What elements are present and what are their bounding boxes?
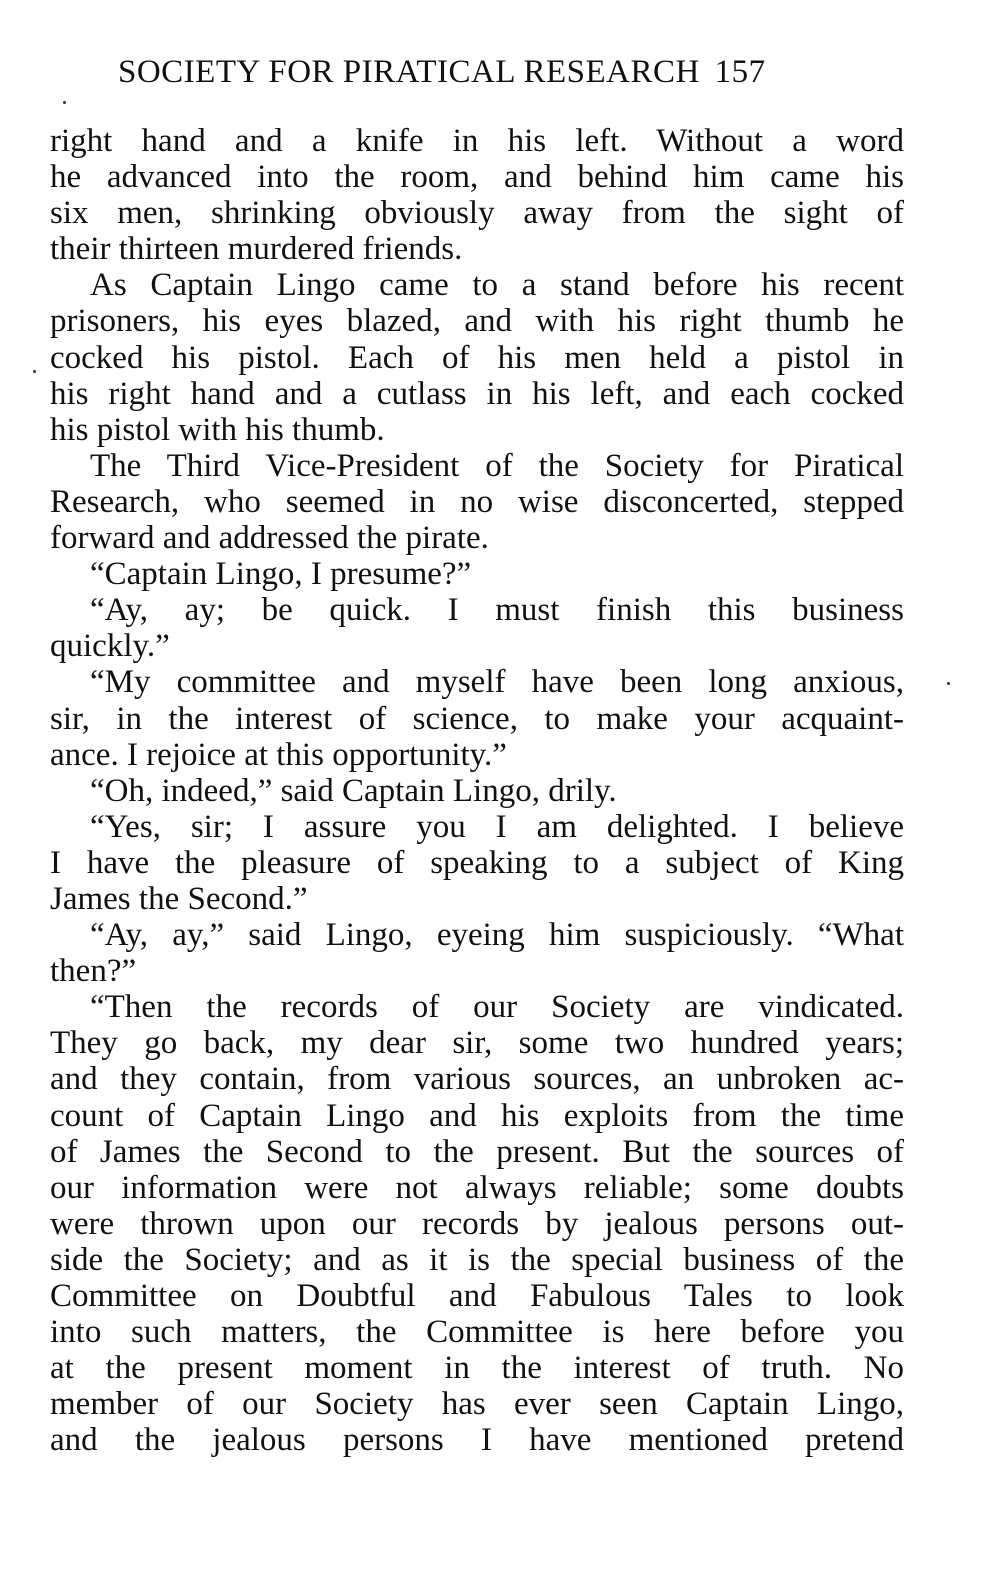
text-line: of James the Second to the present. But the sources of	[50, 1133, 904, 1170]
text-line: count of Captain Lingo and his exploits from the time	[50, 1097, 904, 1134]
print-speck	[947, 682, 950, 685]
text-line: sir, in the interest of science, to make your acquaint-	[50, 700, 904, 737]
page-number: 157	[714, 54, 766, 90]
text-line: into such matters, the Committee is here before you	[50, 1314, 904, 1351]
text-line: were thrown upon our records by jealous persons out-	[50, 1205, 904, 1242]
text-line: our information were not always reliable; some doubts	[50, 1169, 904, 1206]
text-line: “Captain Lingo, I presume?”	[90, 556, 472, 593]
text-line: his pistol with his thumb.	[50, 411, 385, 448]
text-line: six men, shrinking obviously away from the sight of	[50, 195, 904, 232]
text-line: cocked his pistol. Each of his men held a pistol in	[50, 339, 904, 376]
text-line: I have the pleasure of speaking to a subject of King	[50, 844, 904, 881]
text-line: forward and addressed the pirate.	[50, 520, 489, 557]
text-line: his right hand and a cutlass in his left, and each cocked	[50, 375, 904, 412]
text-line: “Ay, ay; be quick. I must finish this business	[90, 592, 904, 629]
text-line: The Third Vice-President of the Society for Piratical	[90, 447, 904, 484]
running-head	[118, 52, 906, 92]
text-line: and they contain, from various sources, an unbroken ac-	[50, 1061, 904, 1098]
text-line: They go back, my dear sir, some two hundred years;	[50, 1025, 904, 1062]
running-head-title: SOCIETY FOR PIRATICAL RESEARCH	[118, 54, 700, 90]
text-line: ance. I rejoice at this opportunity.”	[50, 736, 507, 773]
text-line: member of our Society has ever seen Captain Lingo,	[50, 1386, 904, 1423]
text-line: Committee on Doubtful and Fabulous Tales to look	[50, 1278, 904, 1314]
text-line: at the present moment in the interest of truth. No	[50, 1350, 904, 1387]
text-line: and the jealous persons I have mentioned pretend	[50, 1422, 904, 1459]
text-line: side the Society; and as it is the special business of the	[50, 1241, 904, 1278]
text-line: “Oh, indeed,” said Captain Lingo, drily.	[90, 772, 617, 809]
print-speck	[63, 101, 66, 104]
text-line: their thirteen murdered friends.	[50, 231, 463, 268]
text-line: “Ay, ay,” said Lingo, eyeing him suspiciously. “What	[90, 917, 904, 954]
text-line: then?”	[50, 953, 137, 990]
text-line: he advanced into the room, and behind him came his	[50, 159, 904, 196]
text-line: “Then the records of our Society are vindicated.	[90, 989, 904, 1026]
text-line: right hand and a knife in his left. Without a word	[50, 123, 904, 159]
text-line: Research, who seemed in no wise disconcerted, stepped	[50, 483, 904, 520]
text-line: “Yes, sir; I assure you I am delighted. I believe	[90, 808, 904, 845]
body-text	[50, 123, 904, 1458]
text-line: “My committee and myself have been long anxious,	[90, 664, 904, 701]
print-speck	[33, 370, 36, 373]
text-line: James the Second.”	[50, 880, 308, 917]
text-line: As Captain Lingo came to a stand before his recent	[90, 267, 904, 304]
text-line: quickly.”	[50, 628, 170, 665]
text-line: prisoners, his eyes blazed, and with his right thumb he	[50, 303, 904, 340]
